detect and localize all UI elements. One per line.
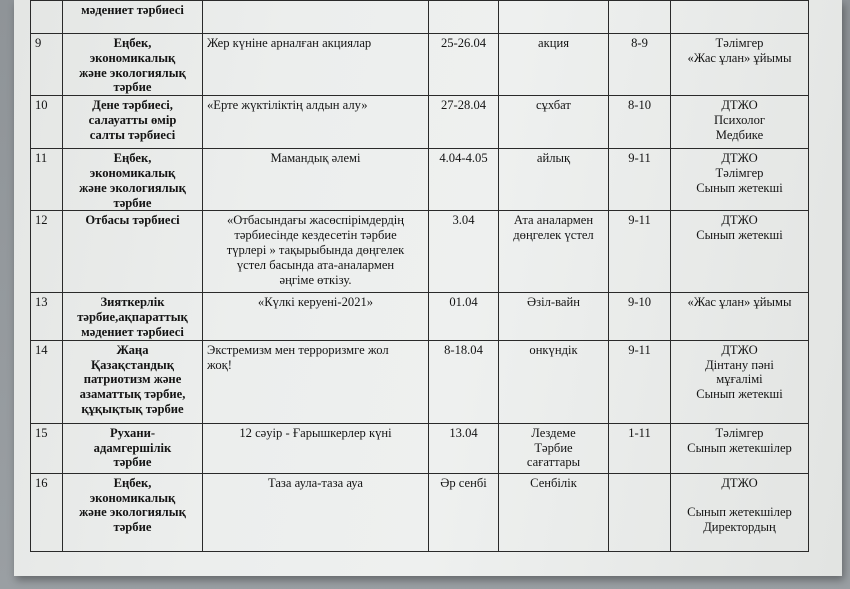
event-cell-line: «Отбасындағы жасөспірімдердің [226, 213, 404, 228]
form-cell [499, 340, 609, 423]
direction-cell [63, 340, 203, 423]
direction-cell-line: экономикалық [89, 50, 176, 65]
responsible-cell-line: «Жас ұлан» ұйымы [687, 50, 792, 65]
responsible-cell-line: Сынып жетекші [696, 228, 783, 243]
form-cell [499, 34, 609, 96]
direction-cell-line: Еңбек, [113, 151, 152, 166]
form-cell [499, 1, 609, 34]
responsible-cell-line: ДТЖО [721, 342, 758, 357]
direction-cell [63, 293, 203, 340]
responsible-cell-line: Дінтану пәні [705, 357, 774, 372]
grades-cell: 9-11 [609, 211, 671, 293]
direction-cell-line: тәрбие,ақпараттық [77, 310, 188, 325]
form-cell-line: сұхбат [536, 98, 571, 113]
form-cell-line: онкүндік [529, 342, 578, 357]
event-cell [203, 473, 429, 551]
direction-cell-line: Жаңа [116, 342, 149, 357]
event-cell-line: түрлері » тақырыбында дөңгелек [226, 242, 405, 257]
grades-cell: 9-11 [609, 149, 671, 211]
table-row [31, 96, 809, 149]
row-number: 16 [31, 473, 63, 551]
grades-cell: 8-9 [609, 34, 671, 96]
direction-cell-line: Рухани- [109, 425, 156, 440]
date-cell: 8-18.04 [429, 340, 499, 423]
responsible-cell-line: «Жас ұлан» ұйымы [687, 295, 792, 310]
form-cell-line: айлық [536, 151, 571, 166]
direction-cell-line: Дене тәрбиесі, [92, 98, 173, 113]
event-cell [203, 340, 429, 423]
responsible-cell-line: Тәлімгер [715, 425, 764, 440]
form-cell [499, 293, 609, 340]
grades-cell: 8-10 [609, 96, 671, 149]
direction-cell [63, 149, 203, 211]
event-cell-line: үстел басында ата-аналармен [236, 257, 395, 272]
event-cell [203, 1, 429, 34]
date-cell [429, 1, 499, 34]
form-cell-line: Әзіл-вайн [527, 295, 580, 310]
responsible-cell-line: мұғалімі [716, 372, 763, 387]
grades-cell [609, 1, 671, 34]
event-cell [203, 34, 429, 96]
responsible-cell-line: ДТЖО [721, 475, 758, 490]
responsible-cell [671, 293, 809, 340]
table-row [31, 473, 809, 551]
responsible-cell-line: Тәлімгер [715, 36, 764, 50]
form-cell [499, 149, 609, 211]
direction-cell [63, 211, 203, 293]
direction-cell [63, 96, 203, 149]
responsible-cell [671, 34, 809, 96]
date-cell: Әр сенбі [429, 473, 499, 551]
responsible-cell [671, 1, 809, 34]
event-cell-line: Таза аула-таза ауа [267, 475, 364, 490]
event-cell [203, 211, 429, 293]
responsible-cell-line: Медбике [715, 127, 764, 142]
event-cell [203, 96, 429, 149]
direction-cell-line: құқықтық тәрбие [81, 401, 184, 416]
form-cell-line: Тәрбие [534, 440, 573, 455]
responsible-cell [671, 423, 809, 473]
row-number: 11 [31, 149, 63, 211]
direction-cell-line: экономикалық [89, 165, 176, 180]
form-cell [499, 211, 609, 293]
row-number: 15 [31, 423, 63, 473]
table-body [31, 1, 809, 552]
event-cell-line: Мамандық әлемі [270, 151, 361, 166]
direction-cell-line: тәрбие [113, 455, 152, 470]
date-cell: 3.04 [429, 211, 499, 293]
direction-cell-line: Еңбек, [113, 36, 152, 50]
document-page [14, 0, 842, 576]
direction-cell-line: салауатты өмір [88, 112, 177, 127]
direction-cell [63, 473, 203, 551]
responsible-cell [671, 96, 809, 149]
event-cell-line: Экстремизм мен терроризмге жол [207, 342, 389, 357]
table-row [31, 423, 809, 473]
form-cell [499, 96, 609, 149]
direction-cell-line: азаматтық тәрбие, [79, 387, 186, 402]
responsible-cell-line: Тәлімгер [715, 165, 764, 180]
responsible-cell-line: Психолог [713, 112, 766, 127]
row-number: 12 [31, 211, 63, 293]
event-cell-line: «Ерте жүктіліктің алдын алу» [207, 98, 368, 113]
event-cell-line: Жер күніне арналған акциялар [207, 36, 372, 50]
direction-cell-line: және экологиялық [79, 65, 186, 80]
direction-cell [63, 423, 203, 473]
responsible-cell-line: ДТЖО [721, 98, 758, 113]
form-cell-line: Лездеме [531, 425, 576, 440]
direction-cell-line: салты тәрбиесі [89, 127, 176, 142]
row-number: 9 [31, 34, 63, 96]
form-cell-line: сағаттары [526, 455, 581, 470]
direction-cell-line: және экологиялық [79, 180, 186, 195]
direction-cell [63, 34, 203, 96]
responsible-cell-line: Сынып жетекші [696, 180, 783, 195]
direction-cell-line: Отбасы тәрбиесі [85, 213, 180, 228]
direction-cell-line: және экологиялық [79, 505, 186, 520]
direction-cell-line: мәдениет тәрбиесі [81, 3, 184, 17]
direction-cell [63, 1, 203, 34]
event-cell-line: жоқ! [207, 357, 232, 372]
responsible-cell-line: Сынып жетекшілер [687, 505, 792, 520]
form-cell-line: Ата аналармен [513, 213, 594, 228]
form-cell-line: акция [538, 36, 569, 50]
date-cell: 01.04 [429, 293, 499, 340]
event-cell [203, 293, 429, 340]
table-row [31, 293, 809, 340]
grades-cell: 1-11 [609, 423, 671, 473]
responsible-cell [671, 473, 809, 551]
date-cell: 27-28.04 [429, 96, 499, 149]
responsible-cell-line: Сынып жетекшілер [687, 440, 792, 455]
grades-cell: 9-11 [609, 340, 671, 423]
form-cell [499, 473, 609, 551]
date-cell: 13.04 [429, 423, 499, 473]
date-cell: 25-26.04 [429, 34, 499, 96]
direction-cell-line: тәрбие [113, 520, 152, 535]
responsible-cell [671, 340, 809, 423]
direction-cell-line: Қазақстандық [91, 357, 174, 372]
form-cell-line: дөңгелек үстел [513, 228, 594, 243]
responsible-cell [671, 149, 809, 211]
row-number [31, 1, 63, 34]
form-cell [499, 423, 609, 473]
table-row [31, 34, 809, 96]
responsible-cell [671, 211, 809, 293]
table-row [31, 340, 809, 423]
direction-cell-line: Зияткерлік [100, 295, 165, 310]
direction-cell-line: тәрбие [113, 195, 152, 210]
event-cell [203, 149, 429, 211]
direction-cell-line: мәдениет тәрбиесі [81, 324, 184, 339]
grades-cell [609, 473, 671, 551]
table-row [31, 211, 809, 293]
responsible-cell-line [675, 491, 804, 506]
table-row [31, 1, 809, 34]
event-cell-line: әңгіме өткізу. [279, 272, 352, 287]
row-number: 13 [31, 293, 63, 340]
direction-cell-line: тәрбие [113, 80, 152, 95]
grades-cell: 9-10 [609, 293, 671, 340]
direction-cell-line: адамгершілік [93, 440, 172, 455]
event-cell [203, 423, 429, 473]
event-cell-line: тәрбиесінде кездесетін тәрбие [234, 228, 397, 243]
responsible-cell-line: Сынып жетекші [696, 387, 783, 402]
responsible-cell-line: ДТЖО [721, 213, 758, 228]
event-cell-line: 12 сәуір - Ғарышкерлер күні [239, 425, 392, 440]
date-cell: 4.04-4.05 [429, 149, 499, 211]
row-number: 10 [31, 96, 63, 149]
table-row [31, 149, 809, 211]
direction-cell-line: Еңбек, [113, 475, 152, 490]
responsible-cell-line: ДТЖО [721, 151, 758, 166]
form-cell-line: Сенбілік [530, 475, 577, 490]
event-cell-line: «Күлкі керуені-2021» [257, 295, 374, 310]
direction-cell-line: патриотизм және [83, 372, 182, 387]
row-number: 14 [31, 340, 63, 423]
responsible-cell-line: Директордың [703, 520, 776, 535]
direction-cell-line: экономикалық [89, 490, 176, 505]
plan-table [30, 0, 809, 552]
